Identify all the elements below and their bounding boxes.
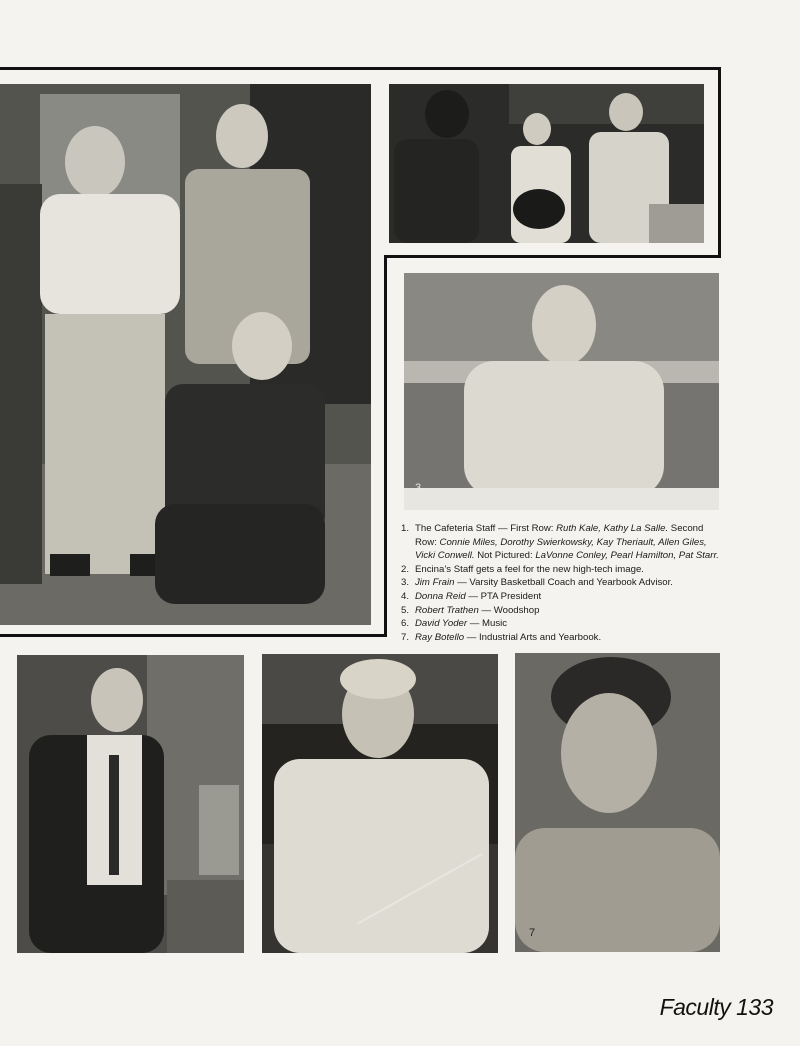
page-folio xyxy=(660,994,773,1021)
caption-number: 7. xyxy=(401,631,410,643)
caption-names: Donna Reid xyxy=(415,590,466,602)
caption-text xyxy=(415,617,723,631)
caption-number: 1. xyxy=(401,523,410,534)
caption-number: 5. xyxy=(401,604,410,616)
frame-rule-mid xyxy=(384,255,721,258)
frame-rule-top xyxy=(0,67,721,70)
caption-number: 2. xyxy=(401,563,410,575)
caption-names: Connie Miles, Dorothy Swierkowsky, Kay Theriault, Allen Giles, Vicki Conwell. xyxy=(415,536,707,562)
caption-names: Robert Trathen xyxy=(415,604,479,616)
caption-names: Ruth Kale, Kathy La Salle. xyxy=(556,523,669,534)
frame-rule-inner-left xyxy=(384,255,387,637)
caption-segment: Not Pictured: xyxy=(474,550,536,562)
frame-rule-right xyxy=(718,67,721,258)
caption-item xyxy=(401,590,723,604)
caption-names: Jim Frain xyxy=(415,577,455,589)
caption-segment: — PTA President xyxy=(465,590,542,602)
caption-text xyxy=(415,563,723,577)
photo-robert-trathen xyxy=(17,655,244,953)
frame-rule-bottom xyxy=(0,634,387,637)
caption-item xyxy=(401,563,723,577)
caption-segment: — Music xyxy=(467,618,508,630)
caption-names: Ray Botello xyxy=(415,631,465,643)
caption-number: 3. xyxy=(401,577,410,589)
caption-segment: The Cafeteria Staff — First Row: xyxy=(415,523,557,534)
caption-segment: Second Row: xyxy=(415,523,704,548)
folio-section: Faculty xyxy=(659,994,731,1020)
photo-ray-botello xyxy=(515,653,720,952)
caption-segment: — Woodshop xyxy=(478,604,540,616)
caption-text xyxy=(415,576,723,590)
caption-names: David Yoder xyxy=(415,618,468,630)
caption-text xyxy=(415,604,723,618)
caption-names: LaVonne Conley, Pearl Hamilton, Pat Starr. xyxy=(535,550,719,562)
caption-segment: — Industrial Arts and Yearbook. xyxy=(464,631,602,643)
caption-text xyxy=(415,522,723,563)
caption-number: 4. xyxy=(401,590,410,602)
caption-segment: Encina’s Staff gets a feel for the new high-tech image. xyxy=(415,563,644,575)
photo-number-3: 3 xyxy=(415,482,422,494)
photo-david-yoder xyxy=(262,654,498,953)
caption-item xyxy=(401,522,723,563)
caption-item xyxy=(401,576,723,590)
caption-number: 6. xyxy=(401,618,410,630)
photo-captions xyxy=(401,522,723,644)
caption-item xyxy=(401,631,723,645)
caption-segment: — Varsity Basketball Coach and Yearbook Advisor. xyxy=(454,577,673,589)
caption-text xyxy=(415,590,723,604)
photo-number-7: 7 xyxy=(529,927,536,939)
caption-item xyxy=(401,604,723,618)
photo-encina-staff xyxy=(389,84,704,243)
caption-item xyxy=(401,617,723,631)
photo-jim-frain xyxy=(404,273,719,510)
folio-page-number: 133 xyxy=(736,994,773,1020)
caption-text xyxy=(415,631,723,645)
photo-cafeteria-staff xyxy=(0,84,371,625)
